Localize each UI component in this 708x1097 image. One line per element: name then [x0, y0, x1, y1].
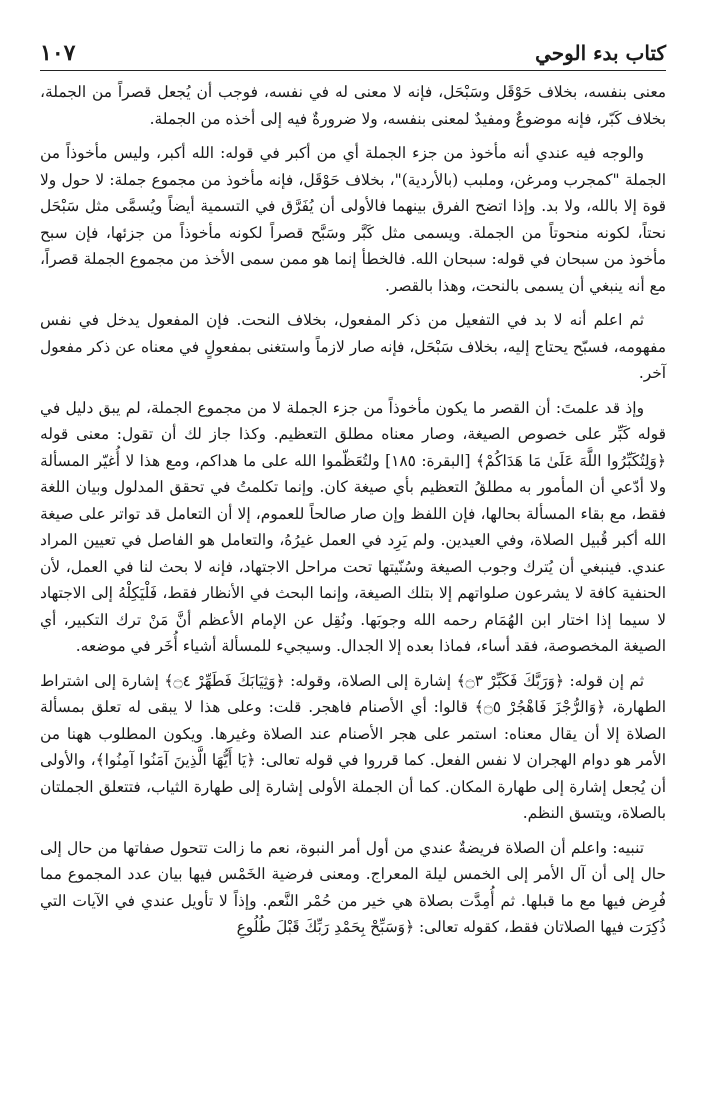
paragraph-4: وإذ قد علمتَ: أن القصر ما يكون مأخوذاً من جزء الجملة لا من مجموع الجملة، لم يبق دليل في قوله كَبِّر على خصوص الصيغة، وصار معناه مطلق التعظيم. وكذا جاز لك أن تقول: معنى قوله ﴿وَلِتُكَبِّرُوا اللَّهَ عَلَىٰ مَا هَدَاكُمْ﴾ [البقرة: ١٨٥] ولتُعَظّموا الله على ما هداكم، ومع هذا لا أُغيّر المسألة ولا أدّعي أن المأمور به مطلقُ التعظيم بأي صيغة كان. وإنما تكلمتُ في تحقق المدلول وبيان اللغة فقط، مع بقاء المسألة بحالها، فإن اللفظ وإن صار صالحاً للعموم، إلا أن التعامل قد تواتر على صيغة الله أكبر قُبيل الصلاة، وفي العيدين. ولم يَرِد في العمل غيرُهُ، والتعامل هو الفاصل في تعيين المراد عندي. فينبغي أن يُترك وجوب الصيغة وسُنّيتها تحت مراحل الاجتهاد، فإنه لا بحث لنا في العمل، لأن الحنفية كافة لا يشرعون صلواتهم إلا بتلك الصيغة، وإنما البحث في الأنظار فقط، فَلْيَكِلْهُ إلى الاجتهاد لا سيما إذا اختار ابن الهُمَام رحمه الله وجوبَها. ونُقِل عن الإمام الأعظم أنَّ مَنْ ترك التكبير، أي الصيغة المخصوصة، فقد أساء، فماذا بعده إلا الجدال. وسيجيء للمسألة أشياء أُخَر في موضعه. [40, 398, 666, 655]
paragraph-1: معنى بنفسه، بخلاف حَوْقَل وسَبْحَل، فإنه لا معنى له في نفسه، فوجب أن يُجعل قصراً من الجملة، بخلاف كَبّر، فإنه موضوعٌ ومفيدٌ لمعنى بنفسه، ولا ضرورةٌ فيه إلى أخذه من الجملة. [40, 83, 666, 128]
paragraph-3: ثم اعلم أنه لا بد في التفعيل من ذكر المفعول، بخلاف النحت. فإن المفعول يدخل في نفس مفهومه، فسبّح يحتاج إليه، بخلاف سَبْحَل، فإنه صار لازماً واستغنى بمفعولٍ في معناه عن ذكر مفعول آخر. [40, 311, 666, 382]
paragraph-2: والوجه فيه عندي أنه مأخوذ من جزء الجملة أي من أكبر في قوله: الله أكبر، وليس مأخوذاً من الجملة "كمجرب ومرغن، وملبب (بالأردية)"، بخلاف حَوْقَل، فإنه مأخوذ من مجموع جملة: لا حول ولا قوة إلا بالله، ولا بد. وإذا اتضح الفرق بينهما فالأولى أن يُفَرَّق في التسمية أيضاً ويُسمَّى مثل سَبْحَل نحتاً، لكونه منحوتاً من الجملة. ويسمى مثل كَبَّر وسَبَّح قصراً لكونه مأخوذاً من جزئها، فإن سبح مأخوذ من سبحان في قوله: سبحان الله. فالخطأ إنما هو ممن سمى الأخذ من مجموع الجملة قصراً، مع أنه ينبغي أن يسمى بالنحت، وهذا بالقصر. [40, 144, 666, 295]
paragraph-6: تنبيه: واعلم أن الصلاة فريضةٌ عندي من أول أمر النبوة، نعم ما زالت تتحول صفاتها من حال إلى حال إلى أن آل الأمر إلى الخمس ليلة المعراج. ومعنى فرضية الخَمْس فيها بيان عدد المجموع مما فُرِض فيها مع ما قبلها. ثم أُمِدَّت بصلاة هي خير من حُمْر النَّعم. وإذاً لا تأويل عندي في الآيات التي ذُكِرَت فيها الصلاتان فقط، كقوله تعالى: ﴿وَسَبِّحْ بِحَمْدِ رَبِّكَ قَبْلَ طُلُوعِ [40, 838, 666, 936]
page-header [40, 40, 666, 71]
running-title: كتاب بدء الوحي [535, 41, 666, 65]
page-number: ١٠٧ [40, 40, 76, 66]
paragraph-5: ثم إن قوله: ﴿وَرَبَّكَ فَكَبِّرْ ۝٣﴾ إشارة إلى الصلاة، وقوله: ﴿وَثِيَابَكَ فَطَهِّرْ ۝٤﴾ إشارة إلى اشتراط الطهارة، ﴿وَالرُّجْزَ فَاهْجُرْ ۝٥﴾ قالوا: أي الأصنام فاهجر. قلت: وعلى هذا لا يبقى له تعلق بمسألة الصلاة إلا أن يقال معناه: استمر على هجر الأصنام عند الصلاة وغيرها. ويكون المطلوب ههنا من الأمر هو دوام الهجران لا نفس الفعل. كما قرروا في قوله تعالى: ﴿يَا أَيُّهَا الَّذِينَ آمَنُوا آمِنُوا﴾، والأولى أن يُجعل إشارة إلى طهارة المكان. كما أن الجملة الأولى إشارة إلى طهارة الثياب، فتتعلق الجملتان بالصلاة، ويتسق النظم. [40, 671, 666, 822]
